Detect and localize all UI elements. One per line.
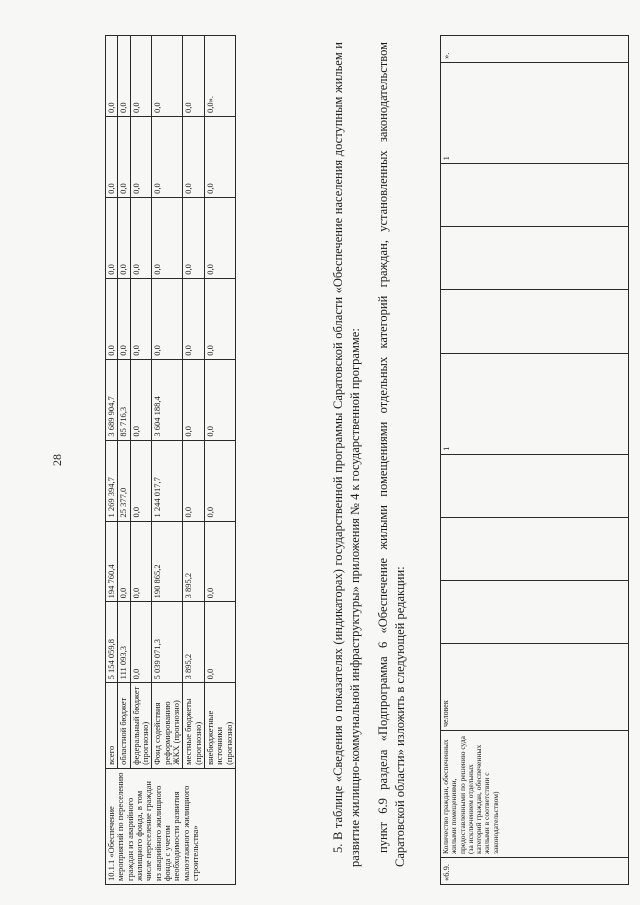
funding-row xyxy=(118,36,130,885)
funding-row xyxy=(106,36,118,885)
funding-table xyxy=(105,35,236,885)
funding-value: 5 039 071,3 xyxy=(152,602,183,683)
funding-value: 3 689 904,7 xyxy=(106,359,118,440)
funding-value: 0,0 xyxy=(183,278,205,359)
funding-value: 0,0 xyxy=(183,197,205,278)
funding-value: 3 604 188,4 xyxy=(152,359,183,440)
indicator-row xyxy=(441,36,629,885)
funding-value: 0,0 xyxy=(152,116,183,197)
funding-value: 0,0 xyxy=(118,278,130,359)
indicator-value xyxy=(441,454,629,517)
funding-value: 0,0 xyxy=(205,440,236,521)
funding-value: 0,0 xyxy=(130,36,152,117)
funding-value: 0,0 xyxy=(205,197,236,278)
indicator-code: «6.9. xyxy=(441,858,629,885)
funding-source: Фонд содействия реформированию ЖКХ (прогнозно) xyxy=(152,683,183,769)
page-number: 28 xyxy=(50,454,64,466)
paragraph-6-9: пункт 6.9 раздела «Подпрограмма 6 «Обеспечение жилыми помещениями отдельных категорий граждан, установленных законодательством Саратовской области» изложить в следующей редакции: xyxy=(376,42,407,867)
funding-source: внебюджетные источники (прогнозно) xyxy=(205,683,236,769)
funding-value: 0,0 xyxy=(106,36,118,117)
funding-value: 0,0». xyxy=(205,36,236,117)
funding-value: 0,0 xyxy=(130,602,152,683)
funding-value: 0,0 xyxy=(205,521,236,602)
funding-value: 0,0 xyxy=(183,116,205,197)
paragraph-5: 5. В таблице «Сведения о показателях (индикаторах) государственной программы Саратовской области «Обеспечение населения доступным жильем и развитие жилищно-коммунальной инфраструктуры» приложения № 4 к государственной программе: xyxy=(331,42,362,867)
funding-value: 194 760,4 xyxy=(106,521,118,602)
funding-source: федеральный бюджет (прогнозно) xyxy=(130,683,152,769)
funding-value: 0,0 xyxy=(205,359,236,440)
indicator-value xyxy=(441,517,629,580)
funding-value: 0,0 xyxy=(183,36,205,117)
funding-value: 0,0 xyxy=(106,197,118,278)
closing-mark: ». xyxy=(441,36,629,63)
indicator-value: 1 xyxy=(441,63,629,164)
funding-value: 0,0 xyxy=(130,197,152,278)
funding-source: всего xyxy=(106,683,118,769)
indicator-value: 1 xyxy=(441,353,629,454)
funding-row xyxy=(205,36,236,885)
funding-value: 0,0 xyxy=(118,36,130,117)
funding-value: 0,0 xyxy=(130,359,152,440)
funding-value: 1 269 394,7 xyxy=(106,440,118,521)
funding-value: 0,0 xyxy=(106,116,118,197)
funding-value: 0,0 xyxy=(152,278,183,359)
funding-value: 0,0 xyxy=(205,278,236,359)
funding-value: 111 093,3 xyxy=(118,602,130,683)
funding-value: 0,0 xyxy=(130,116,152,197)
funding-value: 0,0 xyxy=(118,197,130,278)
indicator-name: Количество граждан, обеспеченных жилыми помещениями, предоставленными по решению суда (за исключением отдельных категорий граждан, обеспеченных жилыми в соответствии с законодательством) xyxy=(441,731,629,858)
funding-value: 0,0 xyxy=(183,440,205,521)
funding-value: 0,0 xyxy=(205,116,236,197)
indicator-value xyxy=(441,290,629,353)
funding-row xyxy=(183,36,205,885)
indicator-value xyxy=(441,164,629,227)
funding-value: 3 895,2 xyxy=(183,602,205,683)
funding-value: 190 865,2 xyxy=(152,521,183,602)
funding-source: местные бюджеты (прогнозно) xyxy=(183,683,205,769)
funding-value: 3 895,2 xyxy=(183,521,205,602)
funding-value: 0,0 xyxy=(118,521,130,602)
funding-value: 5 154 059,8 xyxy=(106,602,118,683)
funding-value: 1 244 017,7 xyxy=(152,440,183,521)
indicator-unit: человек xyxy=(441,644,629,731)
indicator-value xyxy=(441,580,629,643)
funding-row xyxy=(152,36,183,885)
funding-value: 85 716,3 xyxy=(118,359,130,440)
funding-value: 25 377,0 xyxy=(118,440,130,521)
funding-value: 0,0 xyxy=(106,278,118,359)
funding-source: областной бюджет xyxy=(118,683,130,769)
funding-value: 0,0 xyxy=(130,521,152,602)
indicator-table xyxy=(440,35,629,885)
funding-value: 0,0 xyxy=(130,440,152,521)
funding-value: 0,0 xyxy=(183,359,205,440)
indicator-value xyxy=(441,227,629,290)
measure-description: 10.1.1 «Обеспечение мероприятий по переселению граждан из аварийного жилищного фонда, в том числе переселение граждан из аварийного жилищного фонда с учетом необходимости развития малоэтажного жилищного строительства» xyxy=(106,768,236,884)
funding-value: 0,0 xyxy=(118,116,130,197)
funding-value: 0,0 xyxy=(130,278,152,359)
funding-row xyxy=(130,36,152,885)
funding-value: 0,0 xyxy=(152,36,183,117)
funding-value: 0,0 xyxy=(152,197,183,278)
funding-value: 0,0 xyxy=(205,602,236,683)
